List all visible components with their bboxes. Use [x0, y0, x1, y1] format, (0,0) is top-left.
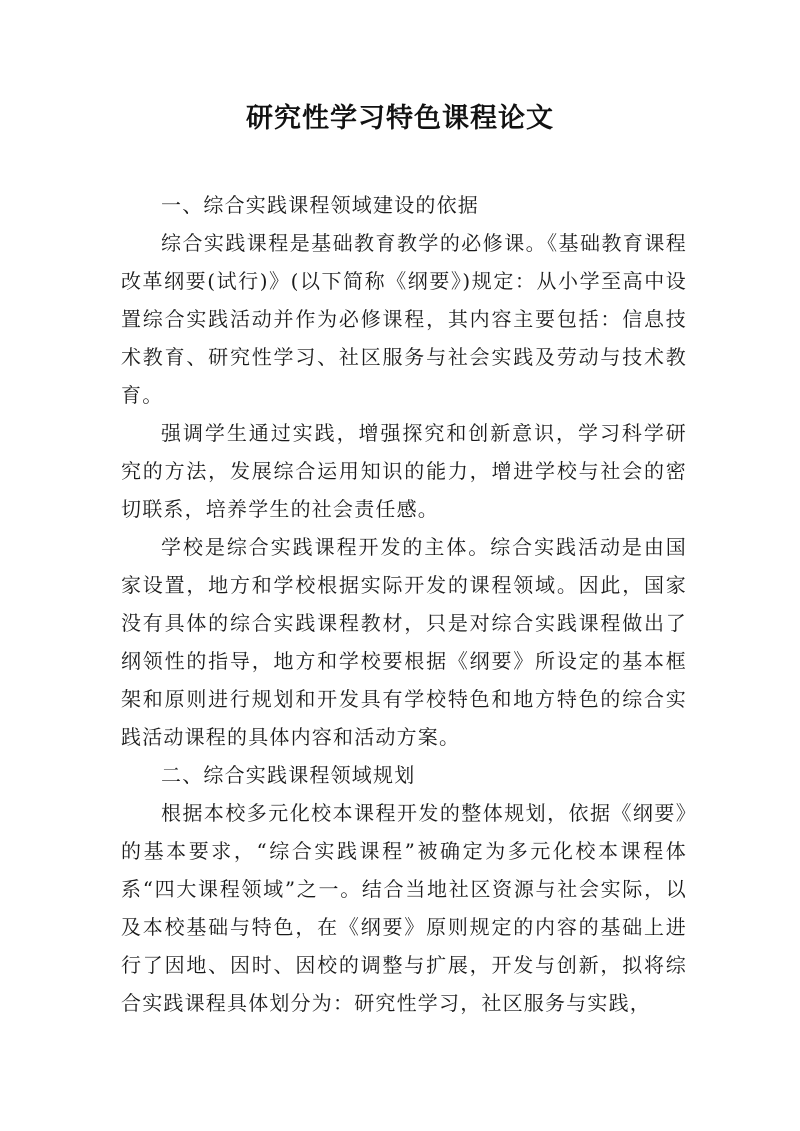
paragraph: 综合实践课程是基础教育教学的必修课。《基础教育课程改革纲要(试行)》(以下简称《纲要》)规定：从小学至高中设置综合实践活动并作为必修课程，其内容主要包括：信息技术教育、研究性学习、社区服务与社会实践及劳动与技术教育。 [121, 231, 687, 407]
document-title: 研究性学习特色课程论文 [246, 103, 554, 134]
paragraph: 根据本校多元化校本课程开发的整体规划，依据《纲要》的基本要求，“综合实践课程”被确定为多元化校本课程体系“四大课程领域”之一。结合当地社区资源与社会实际，以及本校基础与特色，在《纲要》原则规定的内容的基础上进行了因地、因时、因校的调整与扩展，开发与创新，拟将综合实践课程具体划分为：研究性学习，社区服务与实践， [121, 801, 687, 1015]
document-body [121, 186, 687, 1022]
section-heading-2: 二、综合实践课程领域规划 [161, 763, 416, 787]
paragraph: 强调学生通过实践，增强探究和创新意识，学习科学研究的方法，发展综合运用知识的能力，增进学校与社会的密切联系，培养学生的社会责任感。 [121, 421, 687, 521]
section-heading-1: 一、综合实践课程领域建设的依据 [161, 193, 479, 217]
paragraph: 学校是综合实践课程开发的主体。综合实践活动是由国家设置，地方和学校根据实际开发的课程领域。因此，国家没有具体的综合实践课程教材，只是对综合实践课程做出了纲领性的指导，地方和学校要根据《纲要》所设定的基本框架和原则进行规划和开发具有学校特色和地方特色的综合实践活动课程的具体内容和活动方案。 [121, 535, 687, 749]
